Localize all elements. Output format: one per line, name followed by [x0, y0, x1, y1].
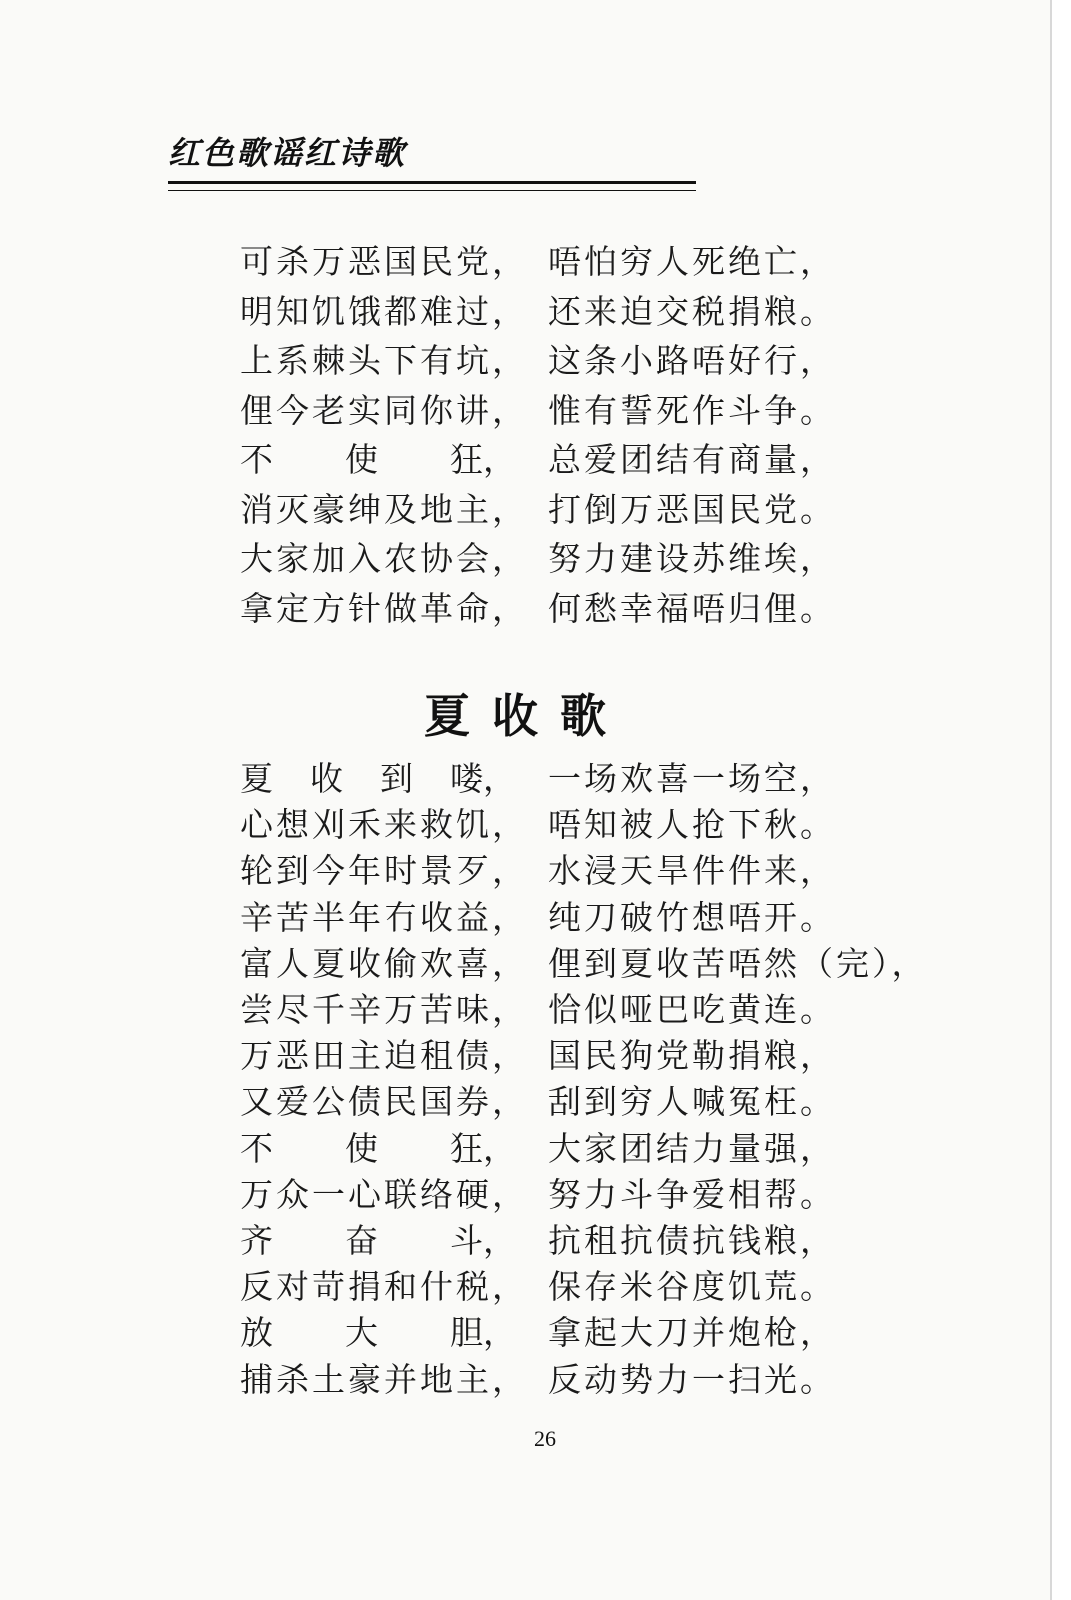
verse-first-half: [240, 1221, 516, 1260]
verse-second-half: 恰似哑巴吃黄连。: [548, 990, 836, 1029]
verse-second-half: 大家团结力量强，: [548, 1128, 836, 1168]
verse-first-half: 心想刈禾来救饥，: [240, 805, 528, 845]
verse-second-half: 唔怕穷人死绝亡，: [548, 242, 836, 281]
verse-first-half: 富人夏收偷欢喜，: [240, 943, 528, 983]
header-rule-thick: [168, 181, 696, 184]
verse-first-half: 拿定方针做革命，: [240, 588, 528, 628]
verse-spaced-char: 收: [310, 759, 343, 798]
verse-second-half: 总爱团结有商量，: [548, 440, 836, 479]
verse-second-half: 打倒万恶国民党。: [548, 489, 836, 529]
page-number: 26: [534, 1426, 556, 1451]
verse-first-half: 上系棘头下有坑，: [240, 341, 528, 380]
verse-first-half: 捕杀土豪并地主，: [240, 1359, 528, 1399]
verse-first-half: 辛苦半年冇收益，: [240, 897, 528, 937]
scan-margin: [1052, 0, 1071, 1600]
verse-spaced-char: 喽，: [450, 759, 516, 798]
verse-first-half: 消灭豪绅及地主，: [240, 489, 528, 529]
verse-second-half: 刮到穷人喊冤枉。: [548, 1082, 836, 1122]
verse-spaced-char: 奋: [345, 1221, 378, 1260]
verse-second-half: 唔知被人抢下秋。: [548, 805, 836, 845]
verse-first-half: [240, 440, 516, 479]
verse-spaced-char: 不: [240, 440, 273, 479]
running-head: 红色歌谣红诗歌: [168, 134, 407, 172]
verse-spaced-char: 大: [345, 1313, 378, 1353]
verse-first-half: 万恶田主迫租债，: [240, 1036, 528, 1076]
verse-second-half: 惟有誓死作斗争。: [548, 390, 836, 430]
verse-second-half: 这条小路唔好行，: [548, 341, 836, 380]
verse-first-half: 明知饥饿都难过，: [240, 291, 528, 331]
verse-second-half: 保存米谷度饥荒。: [548, 1267, 836, 1307]
verse-second-half: 抗租抗债抗钱粮，: [548, 1221, 836, 1260]
verse-spaced-char: 胆，: [450, 1313, 516, 1353]
header-rule-thin: [168, 190, 696, 191]
verse-spaced-char: 狂，: [450, 440, 516, 479]
verse-first-half: 反对苛捐和什税，: [240, 1267, 528, 1307]
verse-first-half: 万众一心联络硬，: [240, 1174, 528, 1214]
verse-second-half: 努力建设苏维埃，: [548, 539, 836, 578]
verse-spaced-char: 到: [380, 759, 413, 798]
verse-first-half: [240, 1128, 516, 1168]
verse-spaced-char: 斗，: [450, 1221, 516, 1260]
verse-second-half: 反动势力一扫光。: [548, 1359, 836, 1399]
verse-first-half: 又爱公债民国券，: [240, 1082, 528, 1122]
verse-second-half: 水浸天旱件件来，: [548, 851, 836, 891]
verse-second-half: 努力斗争爱相帮。: [548, 1174, 836, 1214]
verse-spaced-char: 狂，: [450, 1128, 516, 1168]
verse-spaced-char: 夏: [240, 759, 273, 798]
verse-second-half: 俚到夏收苦唔然（完），: [548, 943, 928, 983]
verse-first-half: [240, 759, 516, 798]
verse-spaced-char: 不: [240, 1128, 273, 1168]
verse-second-half: 国民狗党勒捐粮，: [548, 1036, 836, 1076]
verse-first-half: 大家加入农协会，: [240, 539, 528, 578]
verse-spaced-char: 使: [345, 440, 378, 479]
verse-second-half: 一场欢喜一场空，: [548, 759, 836, 798]
verse-first-half: [240, 1313, 516, 1353]
verse-second-half: 纯刀破竹想唔开。: [548, 897, 836, 937]
verse-spaced-char: 使: [345, 1128, 378, 1168]
verse-first-half: 轮到今年时景歹，: [240, 851, 528, 891]
verse-second-half: 何愁幸福唔归俚。: [548, 588, 836, 628]
verse-first-half: 尝尽千辛万苦味，: [240, 990, 528, 1029]
verse-spaced-char: 放: [240, 1313, 273, 1353]
verse-spaced-char: 齐: [240, 1221, 273, 1260]
poem-title: 夏收歌: [424, 689, 628, 743]
verse-first-half: 可杀万恶国民党，: [240, 242, 528, 281]
verse-second-half: 还来迫交税捐粮。: [548, 291, 836, 331]
verse-second-half: 拿起大刀并炮枪，: [548, 1313, 836, 1353]
verse-first-half: 俚今老实同你讲，: [240, 390, 528, 430]
